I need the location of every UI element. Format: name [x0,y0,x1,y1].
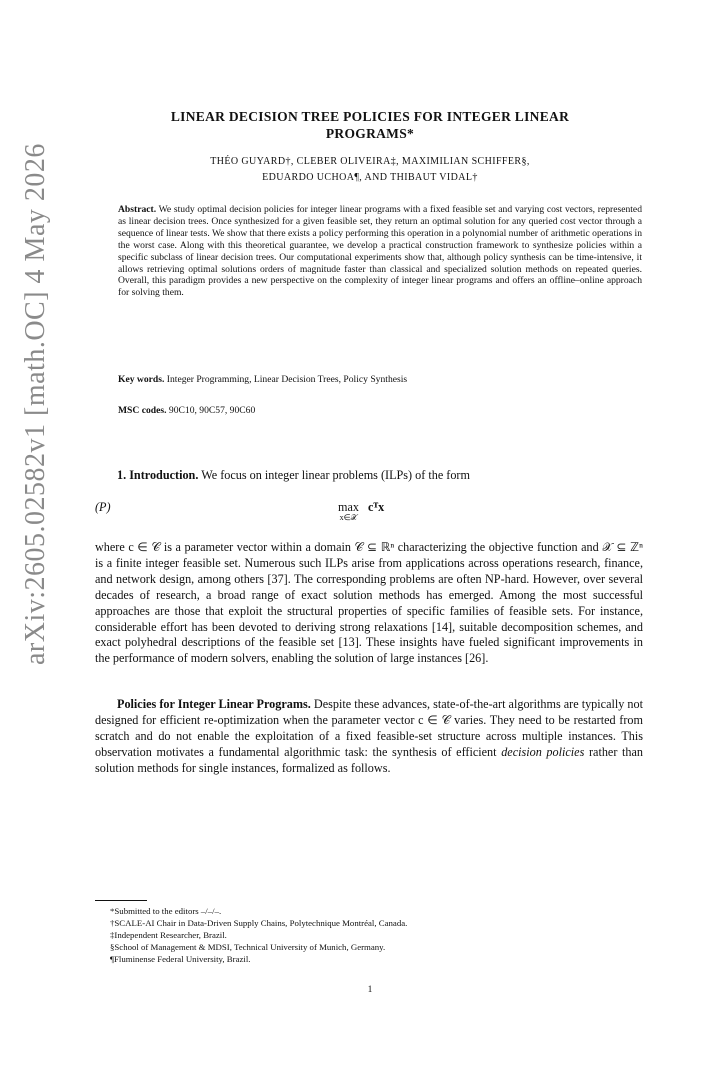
abstract [118,204,642,299]
footnote-affiliation-1: †SCALE-AI Chair in Data-Driven Supply Chains, Polytechnique Montréal, Canada. [110,918,408,928]
keywords-text: Integer Programming, Linear Decision Trees, Policy Synthesis [166,374,408,385]
footnote-affiliation-2: ‡Independent Researcher, Brazil. [110,930,227,940]
msc-text: 90C10, 90C57, 90C60 [168,405,256,416]
equation-subscript: x∈𝒳 [339,513,358,522]
msc-label: MSC codes. [118,405,167,416]
abstract-label: Abstract. [118,204,157,215]
page-number: 1 [367,985,373,995]
section-heading-introduction: 1. Introduction. [117,468,199,482]
footnote-submitted: *Submitted to the editors –/–/–. [110,906,222,916]
equation-expression: cᵀx [368,500,385,514]
msc-codes [118,405,642,416]
footnotes [110,905,650,965]
footnote-rule [95,900,147,901]
paragraph-2-italic: decision policies [501,744,585,759]
title-line-1: LINEAR DECISION TREE POLICIES FOR INTEGER LINEAR [170,109,570,124]
authors-line-1: THÉO GUYARD†, CLEBER OLIVEIRA‡, MAXIMILIAN SCHIFFER§, [210,156,530,167]
paragraph-heading-policies: Policies for Integer Linear Programs. [117,697,311,711]
equation-P [95,500,643,530]
intro-lead [95,468,643,484]
keywords-label: Key words. [118,374,165,385]
paper-title [100,108,640,142]
footnote-affiliation-4: ¶Fluminense Federal University, Brazil. [110,954,251,964]
equation-label: (P) [95,500,111,514]
paragraph-1: where c ∈ 𝒞 is a parameter vector within a domain 𝒞 ⊆ ℝⁿ characterizing the objective function and 𝒳 ⊆ ℤⁿ is a finite integer feasible set. Numerous such ILPs arise from applications across operations research, finance, and network design, among others [37]. The corresponding problems are often NP-hard. However, over several decades of research, a broad range of exact solution methods has emerged. Among the most successful approaches are those that exploit the structural properties of specific families of feasible sets. For instance, considerable effort has been devoted to deriving strong relaxations [14], suitable decomposition schemes, and exact polyhedral descriptions of the feasible set [13]. These insights have fueled significant improvements in the performance of modern solvers, enabling the solution of large instances [26]. [95,540,643,666]
equation-body [338,500,384,523]
intro-lead-text: We focus on integer linear problems (ILPs) of the form [201,468,470,482]
keywords [118,374,642,385]
author-list [120,154,620,186]
paragraph-2-text-a: Despite these advances, state-of-the-art algorithms are typically not designed for efficient re-optimization when the parameter vector c ∈ 𝒞 varies. They need to be restarted from scratch and do not enable the exploitation of a fixed feasible-set structure across multiple instances. This observation motivates a fundamental algorithmic task: the synthesis of efficient [95,697,643,759]
arxiv-identifier-stamp: arXiv:2605.02582v1 [math.OC] 4 May 2026 [20,143,51,665]
paragraph-2 [95,697,643,777]
equation-operator: max [338,500,359,514]
footnote-affiliation-3: §School of Management & MDSI, Technical University of Munich, Germany. [110,942,386,952]
title-line-2: PROGRAMS* [325,126,415,141]
paragraph-2-text-b: rather than solution methods for single instances, formalized as follows. [95,744,644,775]
abstract-text: We study optimal decision policies for integer linear programs with a fixed feasible set and varying cost vectors, represented as linear decision trees. Once synthesized for a given feasible set, they return an optimal solution for any queried cost vector through a sequence of linear tests. We show that there exists a policy performing this operation in a polynomial number of arithmetic operations in the worst case. Along with this theoretical guarantee, we develop a practical construction framework to synthesize policies within a specific subclass of linear decision trees. Our computational experiments show that, although policy synthesis can be time-intensive, it allows retrieving optimal solutions orders of magnitude faster than classical and specialized solution methods on repeated queries. Overall, this paradigm provides a new perspective on the complexity of integer linear programs and offers an offline–online approach for solving them. [118,204,642,299]
authors-line-2: EDUARDO UCHOA¶, AND THIBAUT VIDAL† [262,172,478,183]
